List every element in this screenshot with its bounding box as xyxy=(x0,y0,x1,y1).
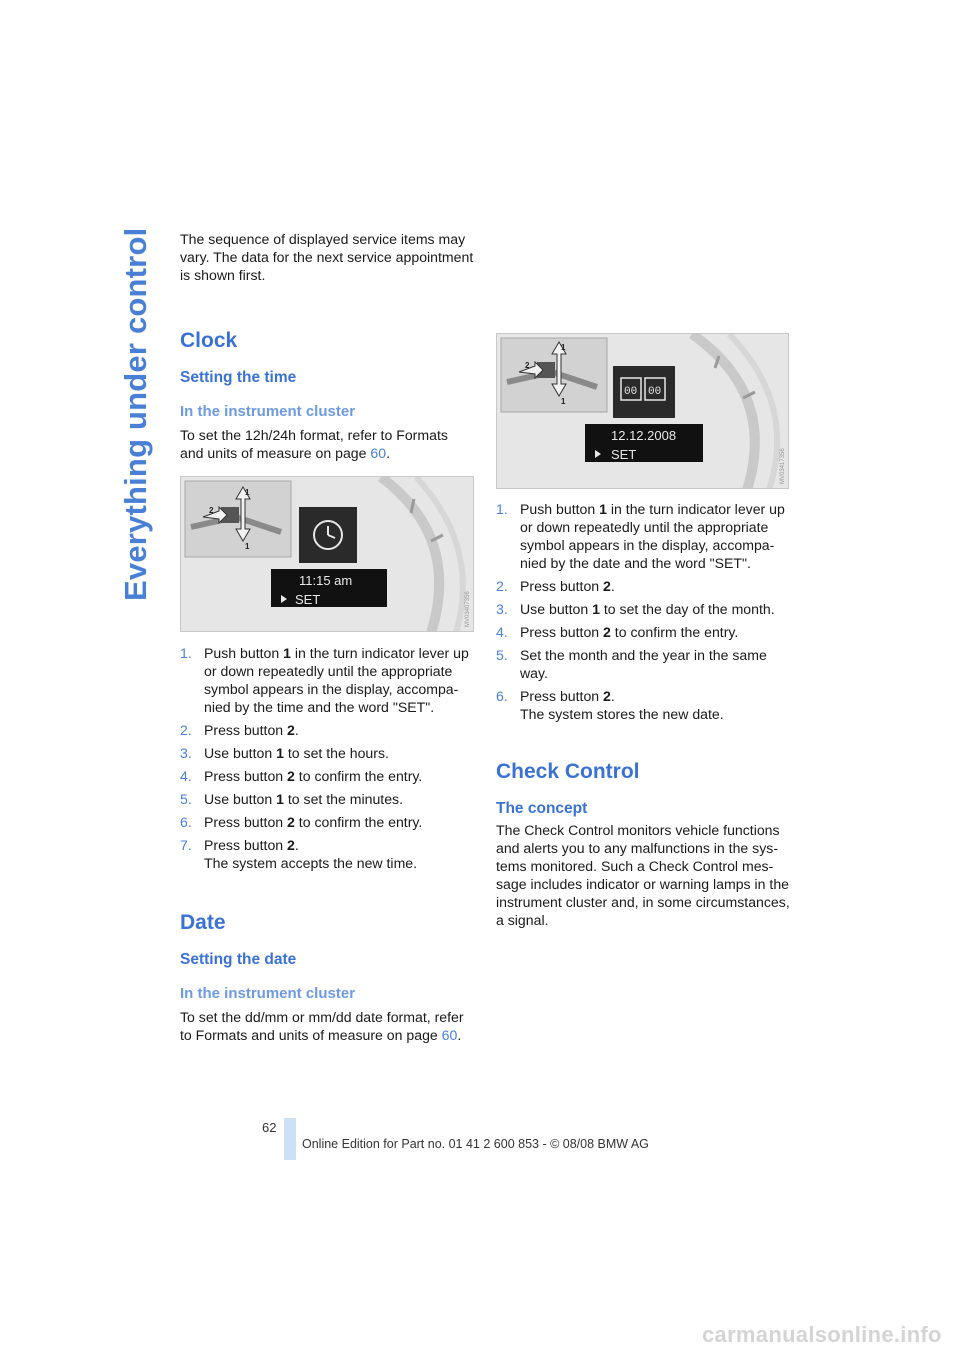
clock-step: 4. Press button 2 to confirm the entry. xyxy=(180,768,423,784)
date-step: 5. Set the month and the year in the same way. xyxy=(496,647,767,681)
footer-edition-text: Online Edition for Part no. 01 41 2 600 853 - © 08/08 BMW AG xyxy=(302,1137,649,1151)
date-subsubheading: In the instrument cluster xyxy=(180,985,356,1002)
date-subheading: Setting the date xyxy=(180,951,297,968)
clock-step: 1. Push button 1 in the turn indicator lever up or down repeatedly until the appropriate symbol appears in the display, accompa-nied by the time and the word "SET". xyxy=(180,645,469,715)
chapter-side-tab: Everything under control xyxy=(118,228,153,602)
svg-text:00: 00 xyxy=(624,386,638,398)
page-link-60[interactable]: 60 xyxy=(441,1027,458,1043)
clock-heading: Clock xyxy=(180,329,238,352)
footer-accent-bar xyxy=(284,1118,296,1160)
display-set-text: SET xyxy=(295,592,321,607)
display-date-text: 12.12.2008 xyxy=(611,428,677,443)
date-step: 4. Press button 2 to confirm the entry. xyxy=(496,624,739,640)
intro-paragraph: The sequence of displayed service items may vary. The data for the next service appointment is shown first. xyxy=(180,231,474,283)
date-step: 3. Use button 1 to set the day of the month. xyxy=(496,601,775,617)
figure-code: MV03407356 xyxy=(465,591,471,627)
date-step: 1. Push button 1 in the turn indicator lever up or down repeatedly until the appropriate symbol appears in the display, accompa-nied by the date and the word "SET". xyxy=(496,501,785,571)
svg-text:1: 1 xyxy=(245,542,250,551)
clock-step: 5. Use button 1 to set the minutes. xyxy=(180,791,404,807)
watermark-text: carmanualsonline.info xyxy=(702,1322,942,1347)
svg-text:00: 00 xyxy=(648,386,662,398)
display-set-text: SET xyxy=(611,447,637,462)
check-control-heading: Check Control xyxy=(496,760,640,783)
figure-code: MV03417356 xyxy=(780,448,786,484)
instrument-cluster-clock-illustration xyxy=(181,477,474,632)
left-column xyxy=(180,230,475,1044)
clock-setting-figure xyxy=(180,476,474,632)
clock-subheading: Setting the time xyxy=(180,369,297,386)
svg-text:1: 1 xyxy=(561,343,566,352)
clock-steps-list xyxy=(180,644,475,872)
svg-text:1: 1 xyxy=(561,397,566,406)
clock-subsubheading: In the instrument cluster xyxy=(180,403,356,420)
svg-text:1: 1 xyxy=(245,488,250,497)
svg-text:2: 2 xyxy=(525,361,530,370)
date-steps-list xyxy=(496,500,791,723)
page-number: 62 xyxy=(262,1120,277,1135)
date-step: 2. Press button 2. xyxy=(496,578,615,594)
date-setting-figure xyxy=(496,333,789,489)
clock-step: 2. Press button 2. xyxy=(180,722,299,738)
clock-format-note: To set the 12h/24h format, refer to Formats and units of measure on page 60. xyxy=(180,427,448,461)
svg-text:2: 2 xyxy=(209,506,214,515)
clock-step: 6. Press button 2 to confirm the entry. xyxy=(180,814,423,830)
clock-step: 3. Use button 1 to set the hours. xyxy=(180,745,389,761)
check-control-subheading: The concept xyxy=(496,800,588,817)
display-time-text: 11:15 am xyxy=(299,573,353,588)
check-control-paragraph: The Check Control monitors vehicle functions and alerts you to any malfunctions in the sys-tems monitored. Such a Check Control mes-sage includes indicator or warning lamps in the instrument cluster and, in some circumstances, a signal. xyxy=(496,822,790,928)
right-column xyxy=(496,333,791,929)
page-link-60[interactable]: 60 xyxy=(370,445,387,461)
date-format-note: To set the dd/mm or mm/dd date format, refer to Formats and units of measure on page 60. xyxy=(180,1009,464,1043)
clock-step: 7. Press button 2. The system accepts the new time. xyxy=(180,837,418,871)
instrument-cluster-date-illustration xyxy=(497,334,789,489)
date-heading: Date xyxy=(180,911,226,934)
date-step: 6. Press button 2. The system stores the new date. xyxy=(496,688,724,722)
